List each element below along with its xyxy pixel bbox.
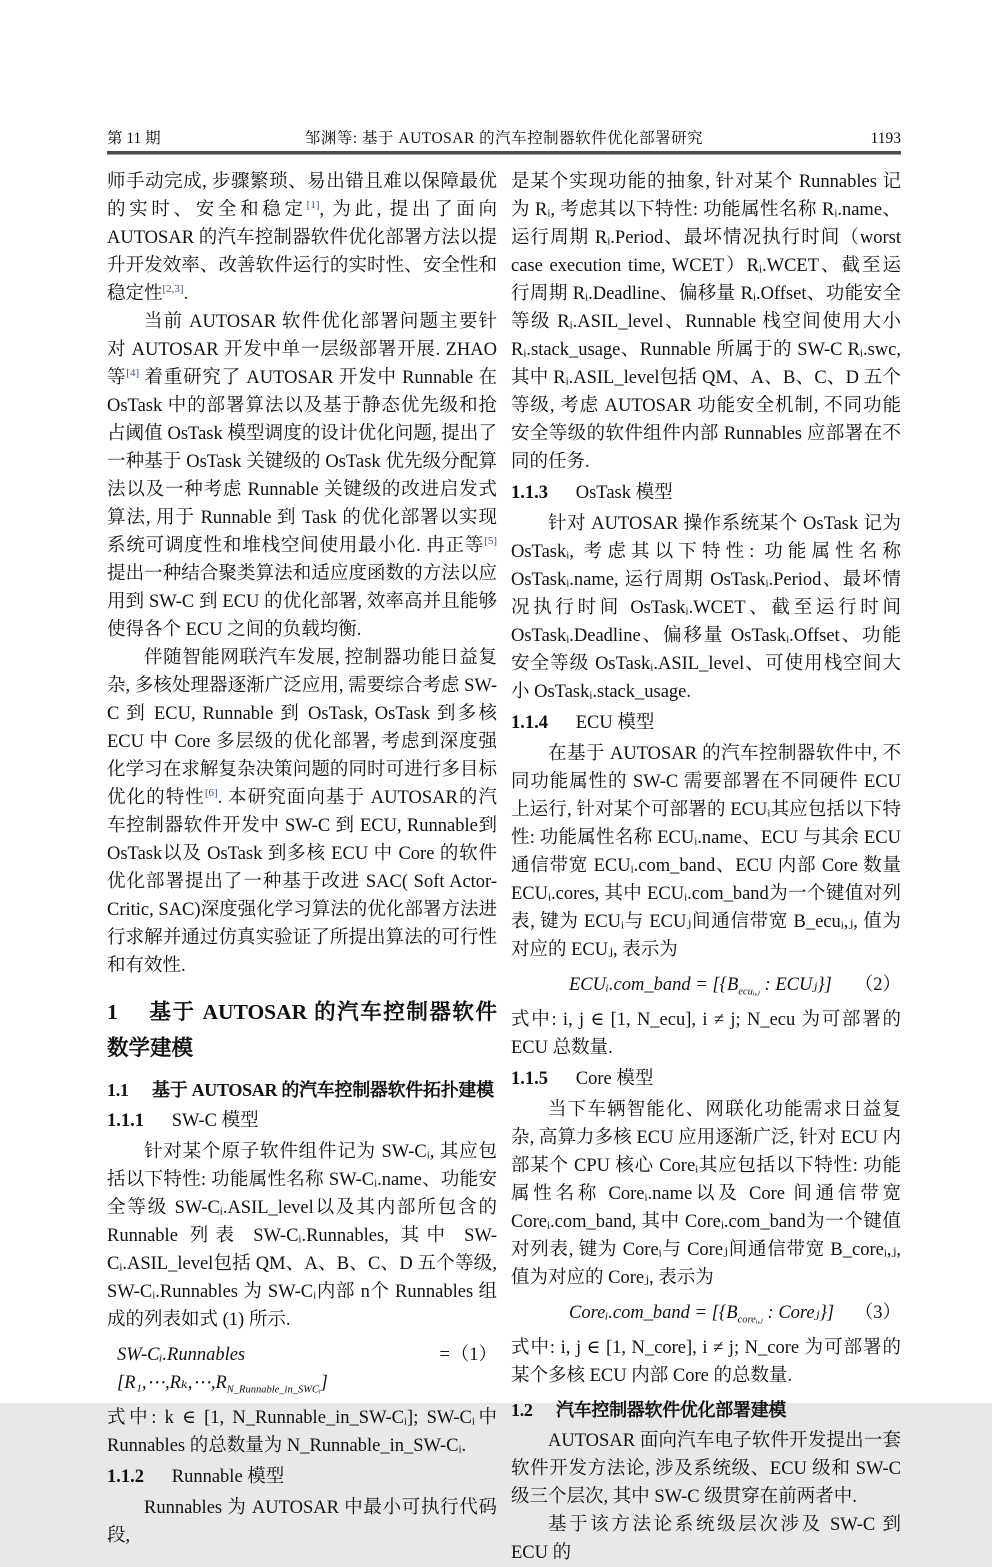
section-title: Core 模型: [575, 1069, 654, 1089]
section-number: 1.1.5: [511, 1069, 548, 1089]
section-heading-1-1-2: [107, 1463, 497, 1491]
equation-text: ECUᵢ.com_band = [{B: [569, 975, 739, 995]
paragraph-eq2-note: 式中: i, j ∈ [1, N_ecu], i ≠ j; N_ecu 为可部署的 ECU 总数量.: [511, 1010, 901, 1058]
paragraph-ecu-model: 在基于 AUTOSAR 的汽车控制器软件中, 不同功能属性的 SW-C 需要部署在不同硬件 ECU 上运行, 针对某个可部署的 ECUᵢ其应包括以下特性: 功能属性名称 ECUᵢ.name、ECU 与其余 ECU 通信带宽 ECUᵢ.com_band、ECU 内部 Core 数量 ECUᵢ.cores, 其中 ECUᵢ.com_band为一个键值对列表, 键为 ECUᵢ与 ECUⱼ间通信带宽 B_ecuᵢ,ⱼ, 值为对应的 ECUⱼ, 表示为: [511, 744, 901, 960]
paragraph-eq1-note: 式中: k ∈ [1, N_Runnable_in_SW-Cᵢ]; SW-Cᵢ中 Runnables 的总数量为 N_Runnable_in_SW-Cᵢ.: [107, 1408, 497, 1456]
two-column-body: [107, 168, 901, 1567]
paragraph-ostask-model: 针对 AUTOSAR 操作系统某个 OsTask 记为OsTaskᵢ, 考虑其以下特性: 功能属性名称 OsTaskᵢ.name, 运行周期 OsTaskᵢ.Period、最坏情况执行时间 OsTaskᵢ.WCET、截至运行时间 OsTaskᵢ.Deadline、偏移量 OsTaskᵢ.Offset、功能安全等级 OsTaskᵢ.ASIL_level、可使用栈空间大小 OsTaskᵢ.stack_usage.: [511, 514, 901, 702]
equation-2: [511, 971, 901, 999]
paragraph-eq3-note: 式中: i, j ∈ [1, N_core], i ≠ j; N_core 为可部署的某个多核 ECU 内部 Core 的总数量.: [511, 1338, 901, 1386]
text-run: 伴随智能网联汽车发展, 控制器功能日益复杂, 多核处理器逐渐广泛应用, 需要综合考虑 SW-C 到 ECU, Runnable 到 OsTask, OsTask 到多核 ECU 中 Core 多层级的优化部署, 考虑到深度强化学习在求解复杂决策问题的同时可进行多目标优化的特性: [107, 648, 497, 808]
section-heading-1-2: [511, 1396, 901, 1424]
text-run: 师手动完成, 步骤繁琐、易出错且难以保障最优的实时、安全和稳定: [107, 172, 497, 220]
page-header: [107, 126, 901, 148]
section-title: OsTask 模型: [575, 483, 673, 503]
section-number: 1.1: [107, 1080, 129, 1100]
text-run: .: [183, 284, 189, 304]
section-number: 1.2: [511, 1400, 533, 1420]
paragraph-system-level: 基于该方法论系统级层次涉及 SW-C 到 ECU 的: [511, 1515, 901, 1563]
paragraph-core-model: 当下车辆智能化、网联化功能需求日益复杂, 高算力多核 ECU 应用逐渐广泛, 针对 ECU 内部某个 CPU 核心 Coreᵢ其应包括以下特性: 功能属性名称 Coreᵢ.name以及 Core 间通信带宽 Coreᵢ.com_band, 其中 Coreᵢ.com_band为一个键值对列表, 键为 Coreᵢ与 Coreⱼ间通信带宽 B_coreᵢ,ⱼ, 值为对应的 Coreⱼ, 表示为: [511, 1100, 901, 1288]
section-number: 1.1.2: [107, 1467, 144, 1487]
section-number: 1.1.4: [511, 713, 548, 733]
section-heading-1-1-1: [107, 1107, 497, 1135]
equation-number: （1）: [450, 1345, 497, 1365]
equation-number: （2）: [854, 975, 901, 995]
left-column: [107, 168, 497, 1567]
equation-text: ]: [320, 1373, 328, 1393]
section-heading-1-1: [107, 1076, 497, 1104]
paragraph-runnable-model: Runnables 为 AUTOSAR 中最小可执行代码段,: [107, 1498, 497, 1546]
citation-ref-5[interactable]: [5]: [484, 534, 497, 547]
equation-subscript: N_Runnable_in_SWCᵢ: [226, 1384, 321, 1396]
equation-text: : ECUⱼ}]: [759, 975, 832, 995]
text-run: 当前 AUTOSAR 软件优化部署问题主要针对 AUTOSAR 开发中单一层级部署开展. ZHAO 等: [107, 312, 497, 388]
equation-body: [117, 1341, 451, 1397]
section-title: SW-C 模型: [171, 1111, 259, 1131]
paragraph-trend: [107, 644, 497, 980]
equation-number: （3）: [854, 1303, 901, 1323]
paragraph-current-work: [107, 308, 497, 644]
citation-ref-2-3[interactable]: [2,3]: [162, 282, 184, 295]
header-rule: [107, 151, 901, 155]
equation-subscript: coreᵢ,ⱼ: [737, 1314, 763, 1326]
citation-ref-1[interactable]: [1]: [306, 198, 320, 211]
equation-1: [107, 1341, 497, 1397]
paragraph-runnable-continued: 是某个实现功能的抽象, 针对某个 Runnables 记为 Rᵢ, 考虑其以下特性: 功能属性名称 Rᵢ.name、运行周期 Rᵢ.Period、最坏情况执行时间（worst case execution time, WCET）Rᵢ.WCET、截至运行周期 Rᵢ.Deadline、偏移量 Rᵢ.Offset、功能安全等级 Rᵢ.ASIL_level、Runnable 栈空间使用大小 Rᵢ.stack_usage、Runnable 所属于的 SW-C Rᵢ.swc, 其中 Rᵢ.ASIL_level包括 QM、A、B、C、D 五个等级, 考虑 AUTOSAR 功能安全机制, 不同功能安全等级的软件组件内部 Runnables 应部署在不同的任务.: [511, 172, 901, 472]
section-number: 1.1.3: [511, 483, 548, 503]
equation-text: SW-Cᵢ.Runnables = [R₁,⋯,Rₖ,⋯,R: [117, 1345, 451, 1393]
section-heading-1-1-3: [511, 479, 901, 507]
section-heading-1: [107, 994, 497, 1066]
citation-ref-6[interactable]: [6]: [204, 786, 218, 799]
text-run: 着重研究了 AUTOSAR 开发中 Runnable 在 OsTask 中的部署算法以及基于静态优先级和抢占阈值 OsTask 模型调度的设计优化问题, 提出了一种基于 OsTask 关键级的 OsTask 优先级分配算法以及一种考虑 Runnable 关键级的改进启发式算法, 用于 Runnable 到 Task 的优化部署以实现系统可调度性和堆栈空间使用最小化. 冉正等: [107, 368, 497, 556]
equation-subscript: ecuᵢ,ⱼ: [738, 986, 760, 998]
section-title: 基于 AUTOSAR 的汽车控制器软件拓扑建模: [152, 1080, 494, 1100]
section-heading-1-1-5: [511, 1065, 901, 1093]
paragraph-autosar-methodology: AUTOSAR 面向汽车电子软件开发提出一套软件开发方法论, 涉及系统级、ECU 级和 SW-C 级三个层次, 其中 SW-C 级贯穿在前两者中.: [511, 1431, 901, 1507]
paragraph-swc-model: 针对某个原子软件组件记为 SW-Cᵢ, 其应包括以下特性: 功能属性名称 SW-Cᵢ.name、功能安全等级 SW-Cᵢ.ASIL_level以及其内部所包含的 Runnable 列表 SW-Cᵢ.Runnables, 其中 SW-Cᵢ.ASIL_level包括 QM、A、B、C、D 五个等级, SW-Cᵢ.Runnables 为 SW-Cᵢ内部 n个 Runnables 组成的列表如式 (1) 所示.: [107, 1142, 497, 1330]
section-heading-1-1-4: [511, 709, 901, 737]
equation-body: [569, 1299, 834, 1327]
text-run: , 为此, 提出了面向 AUTOSAR 的汽车控制器软件优化部署方法以提升开发效率、改善软件运行的实时性、安全性和稳定性: [107, 200, 497, 304]
section-title: Runnable 模型: [171, 1467, 285, 1487]
section-number: 1: [107, 1000, 118, 1024]
page-number: 1193: [870, 130, 901, 147]
text-run: . 本研究面向基于 AUTOSAR的汽车控制器软件开发中 SW-C 到 ECU, Runnable到 OsTask以及 OsTask 到多核 ECU 中 Core 的软件优化部署提出了一种基于改进 SAC( Soft Actor-Critic, SAC)深度强化学习算法的优化部署方法进行求解并通过仿真实验证了所提出算法的可行性和有效性.: [107, 788, 497, 976]
equation-3: [511, 1299, 901, 1327]
text-run: 提出一种结合聚类算法和适应度函数的方法以应用到 SW-C 到 ECU 的优化部署, 效率高并且能够使得各个 ECU 之间的负载均衡.: [107, 564, 497, 640]
section-title: 基于 AUTOSAR 的汽车控制器软件数学建模: [107, 1000, 497, 1060]
issue-number: 第 11 期: [107, 130, 161, 147]
running-title: 邹渊等: 基于 AUTOSAR 的汽车控制器软件优化部署研究: [304, 130, 704, 147]
section-title: 汽车控制器软件优化部署建模: [556, 1400, 787, 1420]
equation-body: [569, 971, 832, 999]
section-title: ECU 模型: [575, 713, 655, 733]
section-number: 1.1.1: [107, 1111, 144, 1131]
right-column: [511, 168, 901, 1567]
citation-ref-4[interactable]: [4]: [126, 366, 140, 379]
paragraph-intro: [107, 168, 497, 308]
equation-text: : Coreⱼ}]: [762, 1303, 835, 1323]
equation-text: Coreᵢ.com_band = [{B: [569, 1303, 738, 1323]
